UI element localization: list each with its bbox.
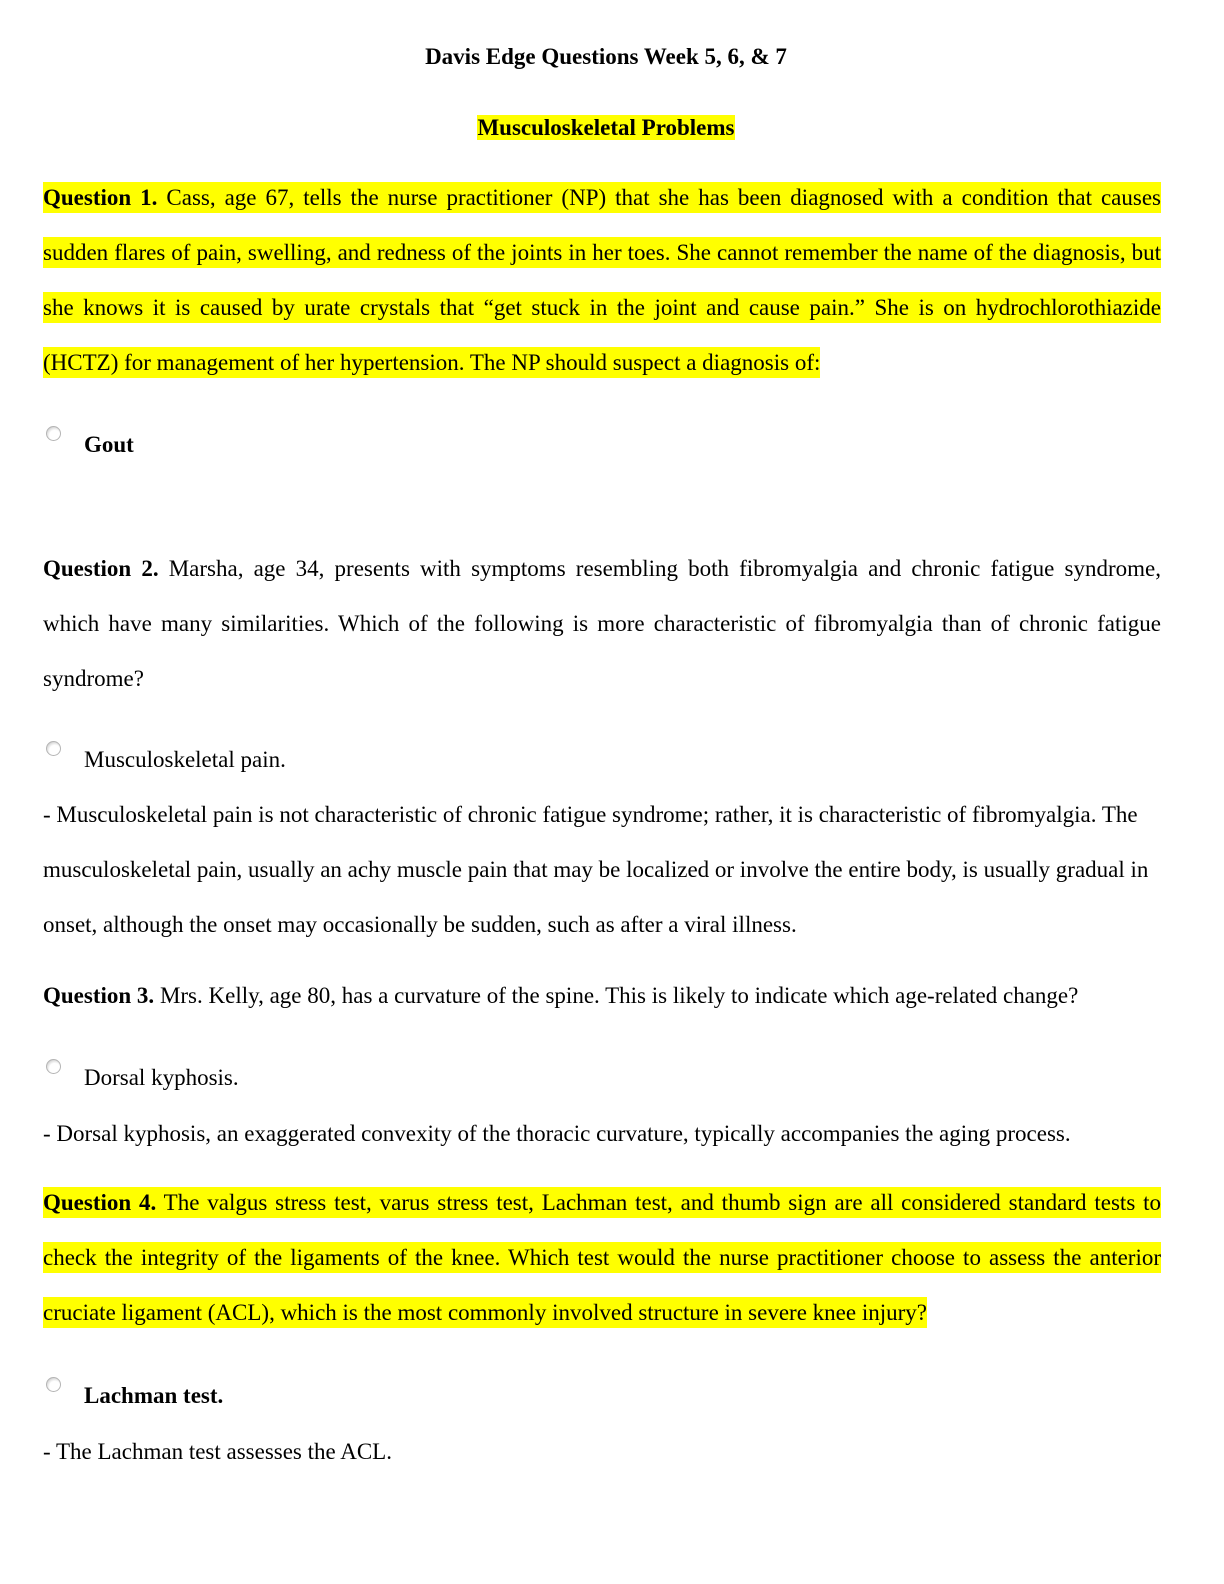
question-2-answer: Musculoskeletal pain. — [84, 747, 286, 772]
question-3-text: Mrs. Kelly, age 80, has a curvature of the spine. This is likely to indicate which age-related change? — [154, 983, 1079, 1008]
question-4-highlight — [43, 1187, 1161, 1328]
radio-button-icon[interactable] — [46, 1377, 61, 1392]
document-title: Davis Edge Questions Week 5, 6, & 7 — [425, 44, 787, 69]
question-1-text: Cass, age 67, tells the nurse practitioner (NP) that she has been diagnosed with a condition that causes sudden flares of pain, swelling, and redness of the joints in her toes. She cannot remember the name of the diagnosis, but she knows it is caused by urate crystals that “get stuck in the joint and cause pain.” She is on hydrochlorothiazide (HCTZ) for management of her hypertension. The NP should suspect a diagnosis of: — [43, 185, 1161, 375]
question-3-answer: Dorsal kyphosis. — [84, 1065, 239, 1090]
question-4-label: Question 4. — [43, 1190, 157, 1215]
question-1-highlight — [43, 182, 1161, 378]
question-2-rationale: - Musculoskeletal pain is not characteristic of chronic fatigue syndrome; rather, it is characteristic of fibromyalgia. The musculoskeletal pain, usually an achy muscle pain that may be localized or involve the entire body, is usually gradual in onset, although the onset may occasionally be sudden, such as after a viral illness. — [43, 802, 1149, 937]
question-1-answer: Gout — [84, 432, 134, 457]
question-4 — [43, 1175, 1161, 1340]
question-1-answer-option[interactable] — [43, 426, 643, 466]
question-4-rationale: - The Lachman test assesses the ACL. — [43, 1439, 392, 1464]
radio-button-icon[interactable] — [46, 1059, 61, 1074]
radio-button-icon[interactable] — [46, 426, 61, 441]
question-2-answer-option[interactable] — [43, 741, 643, 781]
section-title-highlight: Musculoskeletal Problems — [477, 115, 735, 140]
question-3-answer-option[interactable] — [43, 1059, 643, 1099]
question-4-answer: Lachman test. — [84, 1383, 224, 1408]
question-2 — [43, 541, 1161, 706]
question-4-text: The valgus stress test, varus stress test, Lachman test, and thumb sign are all considered standard tests to check the integrity of the ligaments of the knee. Which test would the nurse practitioner choose to assess the anterior cruciate ligament (ACL), which is the most commonly involved structure in severe knee injury? — [43, 1190, 1161, 1325]
question-3-rationale: - Dorsal kyphosis, an exaggerated convexity of the thoracic curvature, typically accompanies the aging process. — [43, 1121, 1071, 1146]
question-2-label: Question 2. — [43, 556, 159, 581]
question-3-label: Question 3. — [43, 983, 155, 1008]
question-4-answer-option[interactable] — [43, 1377, 643, 1417]
question-2-text: Marsha, age 34, presents with symptoms resembling both fibromyalgia and chronic fatigue syndrome, which have many similarities. Which of the following is more characteristic of fibromyalgia than of chronic fatigue syndrome? — [43, 556, 1161, 691]
section-title — [0, 113, 1212, 143]
question-1-label: Question 1. — [43, 185, 158, 210]
question-1 — [43, 170, 1161, 390]
question-3 — [43, 968, 1161, 1023]
radio-button-icon[interactable] — [46, 741, 61, 756]
